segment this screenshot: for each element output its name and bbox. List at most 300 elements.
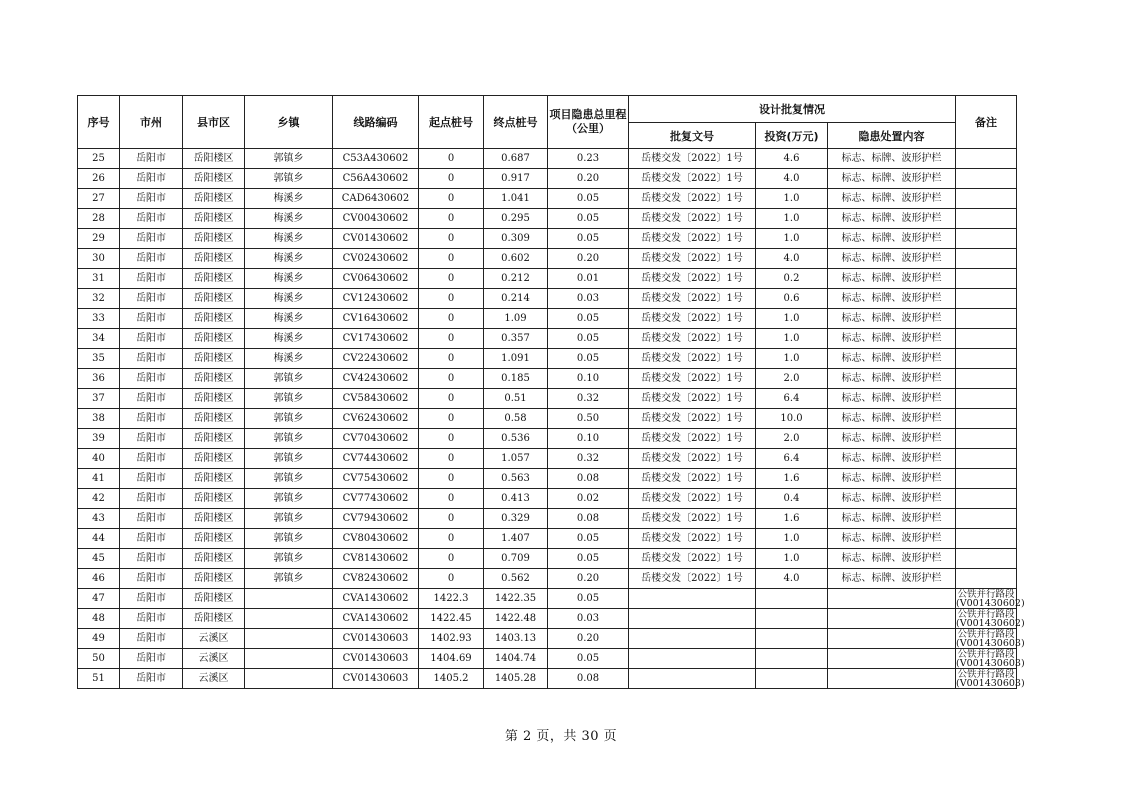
cell-route-code: CVA1430602: [333, 589, 419, 609]
cell-doc-no: 岳楼交发〔2022〕1号: [629, 209, 756, 229]
header-end-stake: 终点桩号: [484, 96, 548, 149]
cell-route-code: CVA1430602: [333, 609, 419, 629]
cell-doc-no: 岳楼交发〔2022〕1号: [629, 529, 756, 549]
cell-end-stake: 0.917: [484, 169, 548, 189]
cell-investment: 1.0: [756, 349, 828, 369]
cell-investment: [756, 649, 828, 669]
cell-mileage: 0.05: [548, 649, 629, 669]
cell-seq: 37: [78, 389, 120, 409]
cell-route-code: CV12430602: [333, 289, 419, 309]
cell-end-stake: 1.041: [484, 189, 548, 209]
cell-mileage: 0.05: [548, 589, 629, 609]
header-measure: 隐患处置内容: [828, 123, 956, 149]
cell-city: 岳阳市: [120, 389, 183, 409]
cell-mileage: 0.05: [548, 349, 629, 369]
cell-route-code: CV22430602: [333, 349, 419, 369]
cell-county: 岳阳楼区: [183, 229, 245, 249]
table-row: [78, 509, 1017, 529]
header-city: 市州: [120, 96, 183, 149]
cell-end-stake: 1403.13: [484, 629, 548, 649]
cell-start-stake: 1402.93: [419, 629, 484, 649]
header-seq: 序号: [78, 96, 120, 149]
table-row: [78, 489, 1017, 509]
cell-measure: 标志、标牌、波形护栏: [828, 389, 956, 409]
cell-city: 岳阳市: [120, 549, 183, 569]
cell-county: 岳阳楼区: [183, 389, 245, 409]
cell-seq: 25: [78, 149, 120, 169]
cell-measure: 标志、标牌、波形护栏: [828, 409, 956, 429]
cell-measure: 标志、标牌、波形护栏: [828, 349, 956, 369]
cell-investment: 0.2: [756, 269, 828, 289]
cell-seq: 40: [78, 449, 120, 469]
cell-doc-no: 岳楼交发〔2022〕1号: [629, 149, 756, 169]
cell-investment: [756, 589, 828, 609]
table-row: [78, 169, 1017, 189]
cell-mileage: 0.20: [548, 169, 629, 189]
cell-doc-no: 岳楼交发〔2022〕1号: [629, 269, 756, 289]
cell-city: 岳阳市: [120, 269, 183, 289]
table-row: [78, 529, 1017, 549]
cell-seq: 31: [78, 269, 120, 289]
cell-measure: [828, 609, 956, 629]
cell-doc-no: 岳楼交发〔2022〕1号: [629, 509, 756, 529]
header-approval-group: 设计批复情况: [629, 96, 956, 123]
cell-doc-no: [629, 629, 756, 649]
cell-city: 岳阳市: [120, 249, 183, 269]
cell-end-stake: 0.602: [484, 249, 548, 269]
cell-city: 岳阳市: [120, 329, 183, 349]
cell-town: 郭镇乡: [245, 529, 333, 549]
cell-mileage: 0.03: [548, 289, 629, 309]
cell-doc-no: 岳楼交发〔2022〕1号: [629, 249, 756, 269]
cell-note: [956, 469, 1017, 489]
cell-route-code: CV58430602: [333, 389, 419, 409]
cell-measure: 标志、标牌、波形护栏: [828, 289, 956, 309]
cell-investment: 1.6: [756, 469, 828, 489]
cell-seq: 46: [78, 569, 120, 589]
cell-doc-no: 岳楼交发〔2022〕1号: [629, 369, 756, 389]
cell-investment: 6.4: [756, 389, 828, 409]
cell-doc-no: 岳楼交发〔2022〕1号: [629, 549, 756, 569]
cell-investment: 1.0: [756, 529, 828, 549]
cell-start-stake: 0: [419, 229, 484, 249]
cell-mileage: 0.02: [548, 489, 629, 509]
cell-start-stake: 0: [419, 149, 484, 169]
cell-city: 岳阳市: [120, 149, 183, 169]
cell-measure: 标志、标牌、波形护栏: [828, 369, 956, 389]
cell-measure: 标志、标牌、波形护栏: [828, 549, 956, 569]
cell-town: 郭镇乡: [245, 569, 333, 589]
cell-end-stake: 1405.28: [484, 669, 548, 689]
cell-doc-no: 岳楼交发〔2022〕1号: [629, 449, 756, 469]
cell-measure: 标志、标牌、波形护栏: [828, 249, 956, 269]
cell-note: [956, 289, 1017, 309]
cell-doc-no: 岳楼交发〔2022〕1号: [629, 409, 756, 429]
table-row: [78, 369, 1017, 389]
cell-county: 云溪区: [183, 629, 245, 649]
cell-investment: 1.0: [756, 189, 828, 209]
table-row: [78, 389, 1017, 409]
cell-doc-no: 岳楼交发〔2022〕1号: [629, 389, 756, 409]
cell-end-stake: 1.09: [484, 309, 548, 329]
cell-seq: 29: [78, 229, 120, 249]
cell-end-stake: 0.536: [484, 429, 548, 449]
cell-seq: 38: [78, 409, 120, 429]
cell-town: 梅溪乡: [245, 249, 333, 269]
cell-seq: 28: [78, 209, 120, 229]
cell-doc-no: [629, 649, 756, 669]
cell-doc-no: [629, 669, 756, 689]
cell-note: [956, 449, 1017, 469]
cell-city: 岳阳市: [120, 229, 183, 249]
cell-note: [956, 489, 1017, 509]
cell-town: 梅溪乡: [245, 269, 333, 289]
cell-county: 岳阳楼区: [183, 149, 245, 169]
cell-town: 梅溪乡: [245, 189, 333, 209]
cell-city: 岳阳市: [120, 649, 183, 669]
cell-measure: 标志、标牌、波形护栏: [828, 149, 956, 169]
cell-route-code: CAD6430602: [333, 189, 419, 209]
cell-county: 岳阳楼区: [183, 609, 245, 629]
cell-city: 岳阳市: [120, 449, 183, 469]
cell-measure: [828, 649, 956, 669]
cell-county: 岳阳楼区: [183, 409, 245, 429]
cell-city: 岳阳市: [120, 429, 183, 449]
cell-note: [956, 369, 1017, 389]
cell-note: [956, 229, 1017, 249]
cell-doc-no: [629, 589, 756, 609]
cell-route-code: CV77430602: [333, 489, 419, 509]
cell-county: 岳阳楼区: [183, 349, 245, 369]
cell-end-stake: 0.562: [484, 569, 548, 589]
cell-note: [956, 309, 1017, 329]
cell-doc-no: 岳楼交发〔2022〕1号: [629, 289, 756, 309]
cell-measure: 标志、标牌、波形护栏: [828, 229, 956, 249]
cell-doc-no: 岳楼交发〔2022〕1号: [629, 489, 756, 509]
cell-route-code: CV01430603: [333, 629, 419, 649]
cell-town: 郭镇乡: [245, 489, 333, 509]
cell-start-stake: 0: [419, 509, 484, 529]
cell-note: [956, 429, 1017, 449]
table-row: [78, 189, 1017, 209]
cell-note: [956, 169, 1017, 189]
cell-route-code: CV06430602: [333, 269, 419, 289]
cell-doc-no: [629, 609, 756, 629]
cell-route-code: CV75430602: [333, 469, 419, 489]
cell-end-stake: 0.212: [484, 269, 548, 289]
cell-city: 岳阳市: [120, 489, 183, 509]
cell-seq: 41: [78, 469, 120, 489]
cell-investment: 4.0: [756, 569, 828, 589]
cell-start-stake: 0: [419, 469, 484, 489]
cell-county: 岳阳楼区: [183, 489, 245, 509]
cell-city: 岳阳市: [120, 289, 183, 309]
cell-city: 岳阳市: [120, 609, 183, 629]
cell-investment: [756, 629, 828, 649]
cell-seq: 30: [78, 249, 120, 269]
cell-start-stake: 0: [419, 409, 484, 429]
cell-end-stake: 1422.35: [484, 589, 548, 609]
cell-county: 岳阳楼区: [183, 289, 245, 309]
cell-investment: 1.0: [756, 549, 828, 569]
cell-note: 公铁并行路段(V001430602): [956, 588, 1025, 609]
cell-measure: 标志、标牌、波形护栏: [828, 429, 956, 449]
table-row: [78, 289, 1017, 309]
cell-city: 岳阳市: [120, 589, 183, 609]
cell-investment: 6.4: [756, 449, 828, 469]
cell-note: [956, 509, 1017, 529]
cell-county: 岳阳楼区: [183, 189, 245, 209]
cell-route-code: CV80430602: [333, 529, 419, 549]
cell-seq: 45: [78, 549, 120, 569]
cell-start-stake: 0: [419, 369, 484, 389]
cell-investment: 1.6: [756, 509, 828, 529]
cell-start-stake: 1422.3: [419, 589, 484, 609]
cell-town: [245, 629, 333, 649]
cell-start-stake: 0: [419, 289, 484, 309]
header-route-code: 线路编码: [333, 96, 419, 149]
cell-doc-no: 岳楼交发〔2022〕1号: [629, 429, 756, 449]
cell-mileage: 0.20: [548, 569, 629, 589]
cell-investment: 2.0: [756, 369, 828, 389]
cell-doc-no: 岳楼交发〔2022〕1号: [629, 229, 756, 249]
cell-route-code: CV74430602: [333, 449, 419, 469]
table-row: [78, 349, 1017, 369]
cell-note: [956, 529, 1017, 549]
table-row: [78, 449, 1017, 469]
cell-seq: 35: [78, 349, 120, 369]
cell-seq: 33: [78, 309, 120, 329]
cell-investment: 1.0: [756, 329, 828, 349]
cell-city: 岳阳市: [120, 669, 183, 689]
cell-county: 云溪区: [183, 669, 245, 689]
cell-investment: 1.0: [756, 209, 828, 229]
cell-mileage: 0.05: [548, 549, 629, 569]
cell-county: 岳阳楼区: [183, 269, 245, 289]
cell-end-stake: 1404.74: [484, 649, 548, 669]
cell-seq: 44: [78, 529, 120, 549]
cell-end-stake: 1.091: [484, 349, 548, 369]
cell-town: 梅溪乡: [245, 209, 333, 229]
cell-route-code: CV79430602: [333, 509, 419, 529]
cell-note: [956, 149, 1017, 169]
cell-seq: 51: [78, 669, 120, 689]
cell-measure: 标志、标牌、波形护栏: [828, 169, 956, 189]
table-row: [78, 309, 1017, 329]
cell-doc-no: 岳楼交发〔2022〕1号: [629, 469, 756, 489]
cell-town: 梅溪乡: [245, 289, 333, 309]
cell-note: [956, 389, 1017, 409]
cell-route-code: CV62430602: [333, 409, 419, 429]
cell-city: 岳阳市: [120, 369, 183, 389]
cell-note: [956, 569, 1017, 589]
cell-county: 岳阳楼区: [183, 369, 245, 389]
cell-note: [956, 209, 1017, 229]
cell-end-stake: 0.357: [484, 329, 548, 349]
cell-seq: 36: [78, 369, 120, 389]
cell-end-stake: 0.295: [484, 209, 548, 229]
cell-route-code: CV16430602: [333, 309, 419, 329]
cell-end-stake: 0.329: [484, 509, 548, 529]
cell-start-stake: 0: [419, 389, 484, 409]
cell-county: 岳阳楼区: [183, 549, 245, 569]
cell-seq: 27: [78, 189, 120, 209]
cell-route-code: CV00430602: [333, 209, 419, 229]
cell-mileage: 0.10: [548, 369, 629, 389]
cell-start-stake: 0: [419, 549, 484, 569]
header-investment: 投资(万元): [756, 123, 828, 149]
cell-end-stake: 0.413: [484, 489, 548, 509]
cell-doc-no: 岳楼交发〔2022〕1号: [629, 169, 756, 189]
cell-city: 岳阳市: [120, 189, 183, 209]
cell-county: 岳阳楼区: [183, 469, 245, 489]
cell-mileage: 0.32: [548, 389, 629, 409]
cell-town: 郭镇乡: [245, 369, 333, 389]
cell-county: 岳阳楼区: [183, 329, 245, 349]
cell-route-code: CV01430603: [333, 669, 419, 689]
cell-measure: [828, 629, 956, 649]
cell-town: 郭镇乡: [245, 389, 333, 409]
header-total-mileage: 项目隐患总里程（公里）: [548, 96, 629, 149]
table-row: [78, 549, 1017, 569]
cell-note: [956, 189, 1017, 209]
header-note: 备注: [956, 96, 1017, 149]
cell-measure: 标志、标牌、波形护栏: [828, 449, 956, 469]
cell-county: 岳阳楼区: [183, 529, 245, 549]
cell-town: 梅溪乡: [245, 349, 333, 369]
cell-mileage: 0.05: [548, 229, 629, 249]
cell-mileage: 0.03: [548, 609, 629, 629]
cell-measure: 标志、标牌、波形护栏: [828, 189, 956, 209]
cell-measure: 标志、标牌、波形护栏: [828, 509, 956, 529]
cell-town: [245, 649, 333, 669]
cell-mileage: 0.08: [548, 669, 629, 689]
cell-start-stake: 0: [419, 249, 484, 269]
cell-route-code: C56A430602: [333, 169, 419, 189]
cell-measure: [828, 669, 956, 689]
cell-mileage: 0.23: [548, 149, 629, 169]
cell-city: 岳阳市: [120, 629, 183, 649]
cell-seq: 49: [78, 629, 120, 649]
cell-seq: 48: [78, 609, 120, 629]
cell-county: 岳阳楼区: [183, 249, 245, 269]
cell-start-stake: 0: [419, 209, 484, 229]
table-row: [78, 629, 1017, 649]
cell-start-stake: 0: [419, 309, 484, 329]
cell-town: 郭镇乡: [245, 409, 333, 429]
header-county: 县市区: [183, 96, 245, 149]
cell-note: 公铁并行路段(V001430602): [956, 608, 1025, 629]
cell-doc-no: 岳楼交发〔2022〕1号: [629, 309, 756, 329]
cell-end-stake: 0.709: [484, 549, 548, 569]
cell-mileage: 0.08: [548, 469, 629, 489]
cell-town: [245, 589, 333, 609]
cell-investment: 10.0: [756, 409, 828, 429]
cell-county: 云溪区: [183, 649, 245, 669]
cell-seq: 39: [78, 429, 120, 449]
cell-town: 郭镇乡: [245, 509, 333, 529]
cell-measure: 标志、标牌、波形护栏: [828, 529, 956, 549]
cell-seq: 50: [78, 649, 120, 669]
cell-investment: [756, 669, 828, 689]
cell-town: 郭镇乡: [245, 429, 333, 449]
page-footer: 第 2 页，共 30 页: [504, 729, 618, 744]
cell-county: 岳阳楼区: [183, 429, 245, 449]
cell-town: [245, 609, 333, 629]
cell-city: 岳阳市: [120, 349, 183, 369]
cell-measure: 标志、标牌、波形护栏: [828, 469, 956, 489]
cell-measure: 标志、标牌、波形护栏: [828, 269, 956, 289]
cell-end-stake: 0.51: [484, 389, 548, 409]
cell-note: 公铁并行路段(V001430603): [956, 648, 1025, 669]
cell-city: 岳阳市: [120, 469, 183, 489]
cell-end-stake: 0.687: [484, 149, 548, 169]
cell-seq: 34: [78, 329, 120, 349]
cell-town: 郭镇乡: [245, 469, 333, 489]
table-row: [78, 269, 1017, 289]
header-doc-no: 批复文号: [629, 123, 756, 149]
cell-county: 岳阳楼区: [183, 169, 245, 189]
cell-note: [956, 349, 1017, 369]
cell-route-code: CV81430602: [333, 549, 419, 569]
cell-route-code: CV17430602: [333, 329, 419, 349]
table-row: [78, 589, 1017, 609]
cell-start-stake: 0: [419, 169, 484, 189]
cell-mileage: 0.20: [548, 249, 629, 269]
cell-investment: 1.0: [756, 309, 828, 329]
cell-city: 岳阳市: [120, 509, 183, 529]
cell-end-stake: 1422.48: [484, 609, 548, 629]
table-row: [78, 469, 1017, 489]
cell-end-stake: 0.185: [484, 369, 548, 389]
cell-route-code: CV70430602: [333, 429, 419, 449]
table-row: [78, 329, 1017, 349]
cell-mileage: 0.10: [548, 429, 629, 449]
cell-start-stake: 0: [419, 529, 484, 549]
cell-end-stake: 1.057: [484, 449, 548, 469]
cell-start-stake: 0: [419, 349, 484, 369]
cell-city: 岳阳市: [120, 529, 183, 549]
cell-seq: 26: [78, 169, 120, 189]
cell-investment: [756, 609, 828, 629]
cell-measure: 标志、标牌、波形护栏: [828, 569, 956, 589]
cell-city: 岳阳市: [120, 569, 183, 589]
table-row: [78, 609, 1017, 629]
cell-note: [956, 329, 1017, 349]
table-row: [78, 409, 1017, 429]
cell-measure: 标志、标牌、波形护栏: [828, 489, 956, 509]
header-start-stake: 起点桩号: [419, 96, 484, 149]
cell-county: 岳阳楼区: [183, 589, 245, 609]
cell-investment: 4.6: [756, 149, 828, 169]
cell-investment: 4.0: [756, 249, 828, 269]
cell-town: [245, 669, 333, 689]
cell-start-stake: 0: [419, 449, 484, 469]
cell-mileage: 0.05: [548, 329, 629, 349]
cell-start-stake: 1404.69: [419, 649, 484, 669]
cell-seq: 42: [78, 489, 120, 509]
cell-county: 岳阳楼区: [183, 309, 245, 329]
cell-route-code: CV02430602: [333, 249, 419, 269]
cell-county: 岳阳楼区: [183, 449, 245, 469]
cell-investment: 1.0: [756, 229, 828, 249]
table-row: [78, 209, 1017, 229]
cell-route-code: CV01430603: [333, 649, 419, 669]
cell-city: 岳阳市: [120, 169, 183, 189]
table-row: [78, 429, 1017, 449]
cell-county: 岳阳楼区: [183, 569, 245, 589]
cell-start-stake: 0: [419, 329, 484, 349]
